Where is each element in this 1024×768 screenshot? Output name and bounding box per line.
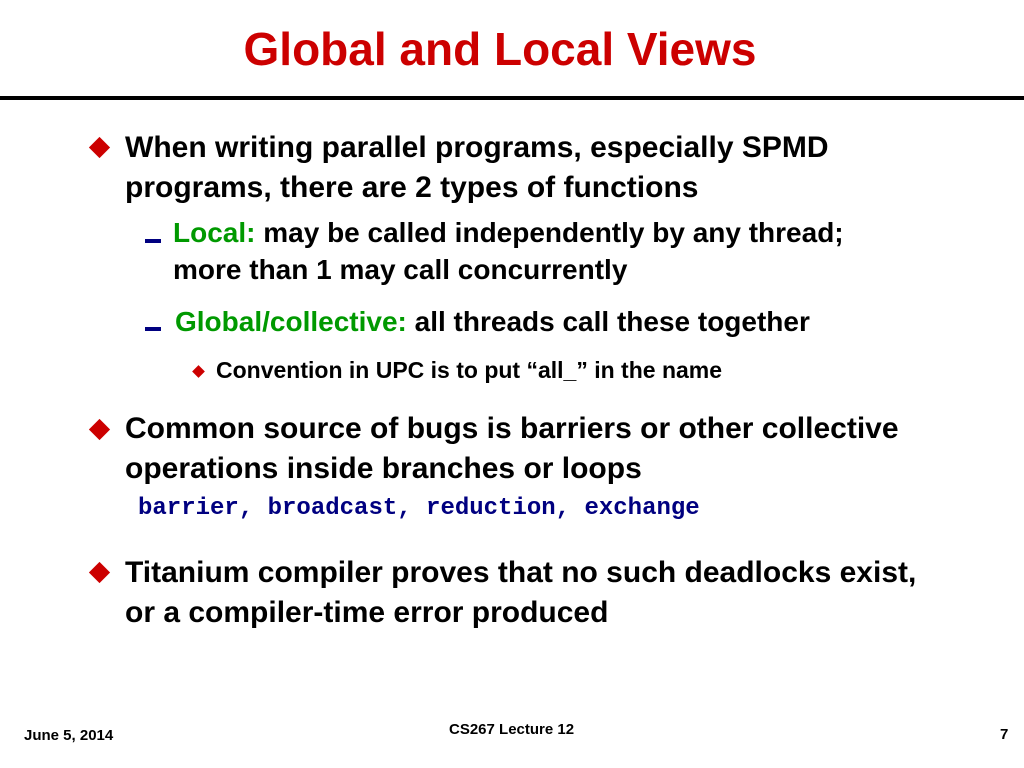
bullet-2: Common source of bugs is barriers or other collective operations inside branches or loops — [125, 412, 899, 485]
diamond-bullet-icon — [89, 562, 110, 583]
sub-item-label: Local: — [173, 217, 256, 248]
sub-item-text: all threads call these together — [406, 306, 810, 337]
sub-item-local — [173, 214, 893, 288]
bullet-1: When writing parallel programs, especially SPMD programs, there are 2 types of functions — [125, 131, 829, 204]
dash-bullet-icon — [145, 239, 161, 243]
title-divider — [0, 96, 1024, 100]
sub-item-global — [175, 303, 995, 340]
sub-item-label: Global/collective: — [175, 306, 407, 337]
diamond-bullet-icon — [192, 365, 205, 378]
diamond-bullet-icon — [89, 419, 110, 440]
sub-sub-item: Convention in UPC is to put “all_” in the name — [216, 357, 723, 383]
footer-date: June 5, 2014 — [24, 727, 114, 744]
slide-title: Global and Local Views — [243, 23, 757, 75]
footer-course: CS267 Lecture 12 — [449, 721, 575, 738]
sub-item-text: may be called independently by any thread; more than 1 may call concurrently — [173, 217, 844, 285]
dash-bullet-icon — [145, 327, 161, 331]
diamond-bullet-icon — [89, 137, 110, 158]
bullet-3: Titanium compiler proves that no such deadlocks exist, or a compiler-time error produced — [125, 556, 917, 629]
code-line: barrier, broadcast, reduction, exchange — [138, 495, 700, 522]
page-number: 7 — [1000, 726, 1009, 743]
